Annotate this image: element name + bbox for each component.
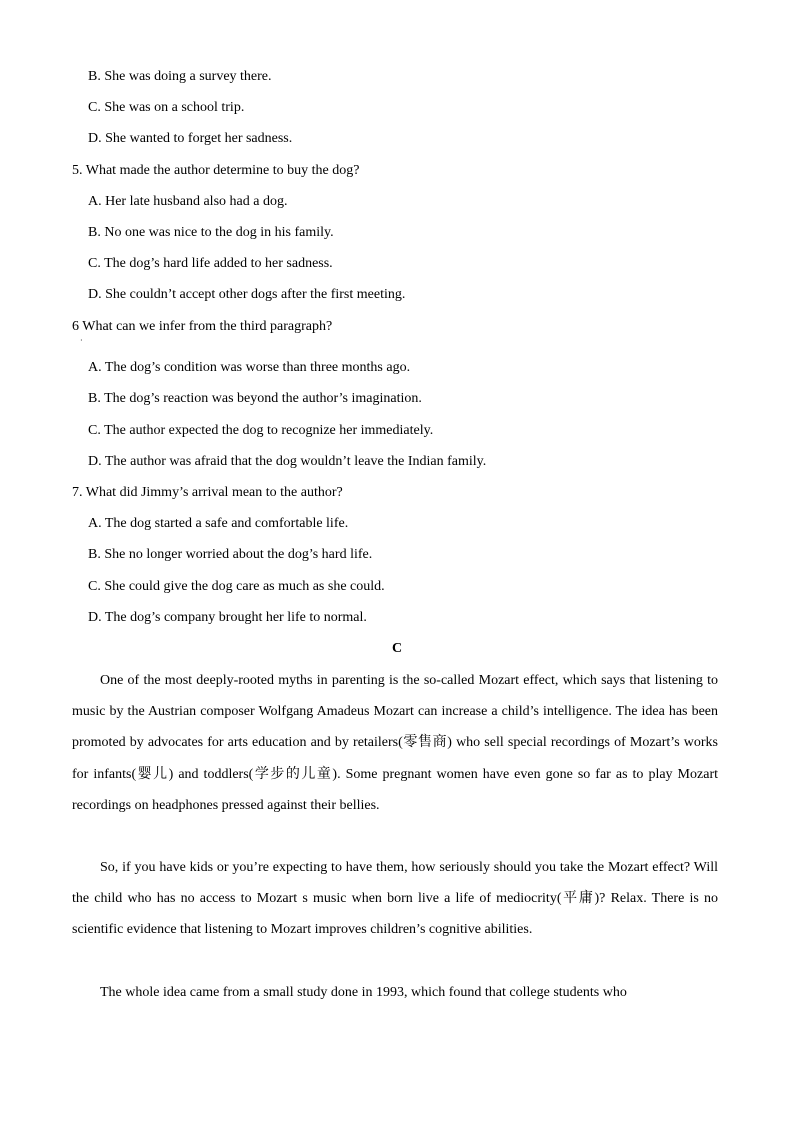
q4-option-b: B. She was doing a survey there. [88,69,272,84]
q5-option-b: B. No one was nice to the dog in his family. [88,225,334,240]
q4-option-c: C. She was on a school trip. [88,100,245,115]
q6-option-d: D. The author was afraid that the dog wouldn’t leave the Indian family. [88,454,487,469]
q6-option-a: A. The dog’s condition was worse than three months ago. [88,360,411,375]
stray-dot-mark: · [80,336,83,345]
q7-option-a: A. The dog started a safe and comfortable life. [88,516,349,531]
q6-option-b: B. The dog’s reaction was beyond the author’s imagination. [88,391,422,406]
q5-option-c: C. The dog’s hard life added to her sadness. [88,256,333,271]
q7-option-d: D. The dog’s company brought her life to normal. [88,610,367,625]
q5-question: 5. What made the author determine to buy the dog? [72,163,360,178]
section-heading: C [391,641,403,656]
passage-paragraph-2: So, if you have kids or you’re expecting to have them, how seriously should you take the Mozart effect? Will the child who has no access to Mozart s music when born live a life of mediocrity(平庸)? Relax. There is no scientific evidence that listening to Mozart improves children’s cognitive abilities. [72,860,718,938]
passage-paragraph-1: One of the most deeply-rooted myths in parenting is the so-called Mozart effect, which says that listening to music by the Austrian composer Wolfgang Amadeus Mozart can increase a child’s intelligence. The idea has been promoted by advocates for arts education and by retailers(零售商) who sell special recordings of Mozart’s works for infants(婴儿) and toddlers(学步的儿童). Some pregnant women have even gone so far as to play Mozart recordings on headphones pressed against their bellies. [72,673,718,813]
q7-option-b: B. She no longer worried about the dog’s hard life. [88,547,373,562]
passage-paragraph-3: The whole idea came from a small study done in 1993, which found that college students who [100,985,627,1000]
q6-question: 6 What can we infer from the third paragraph? [72,319,333,334]
q6-option-c: C. The author expected the dog to recognize her immediately. [88,423,434,438]
q4-option-d: D. She wanted to forget her sadness. [88,131,293,146]
q7-question: 7. What did Jimmy’s arrival mean to the author? [72,485,343,500]
q5-option-a: A. Her late husband also had a dog. [88,194,288,209]
q5-option-d: D. She couldn’t accept other dogs after the first meeting. [88,287,406,302]
q7-option-c: C. She could give the dog care as much as she could. [88,579,385,594]
